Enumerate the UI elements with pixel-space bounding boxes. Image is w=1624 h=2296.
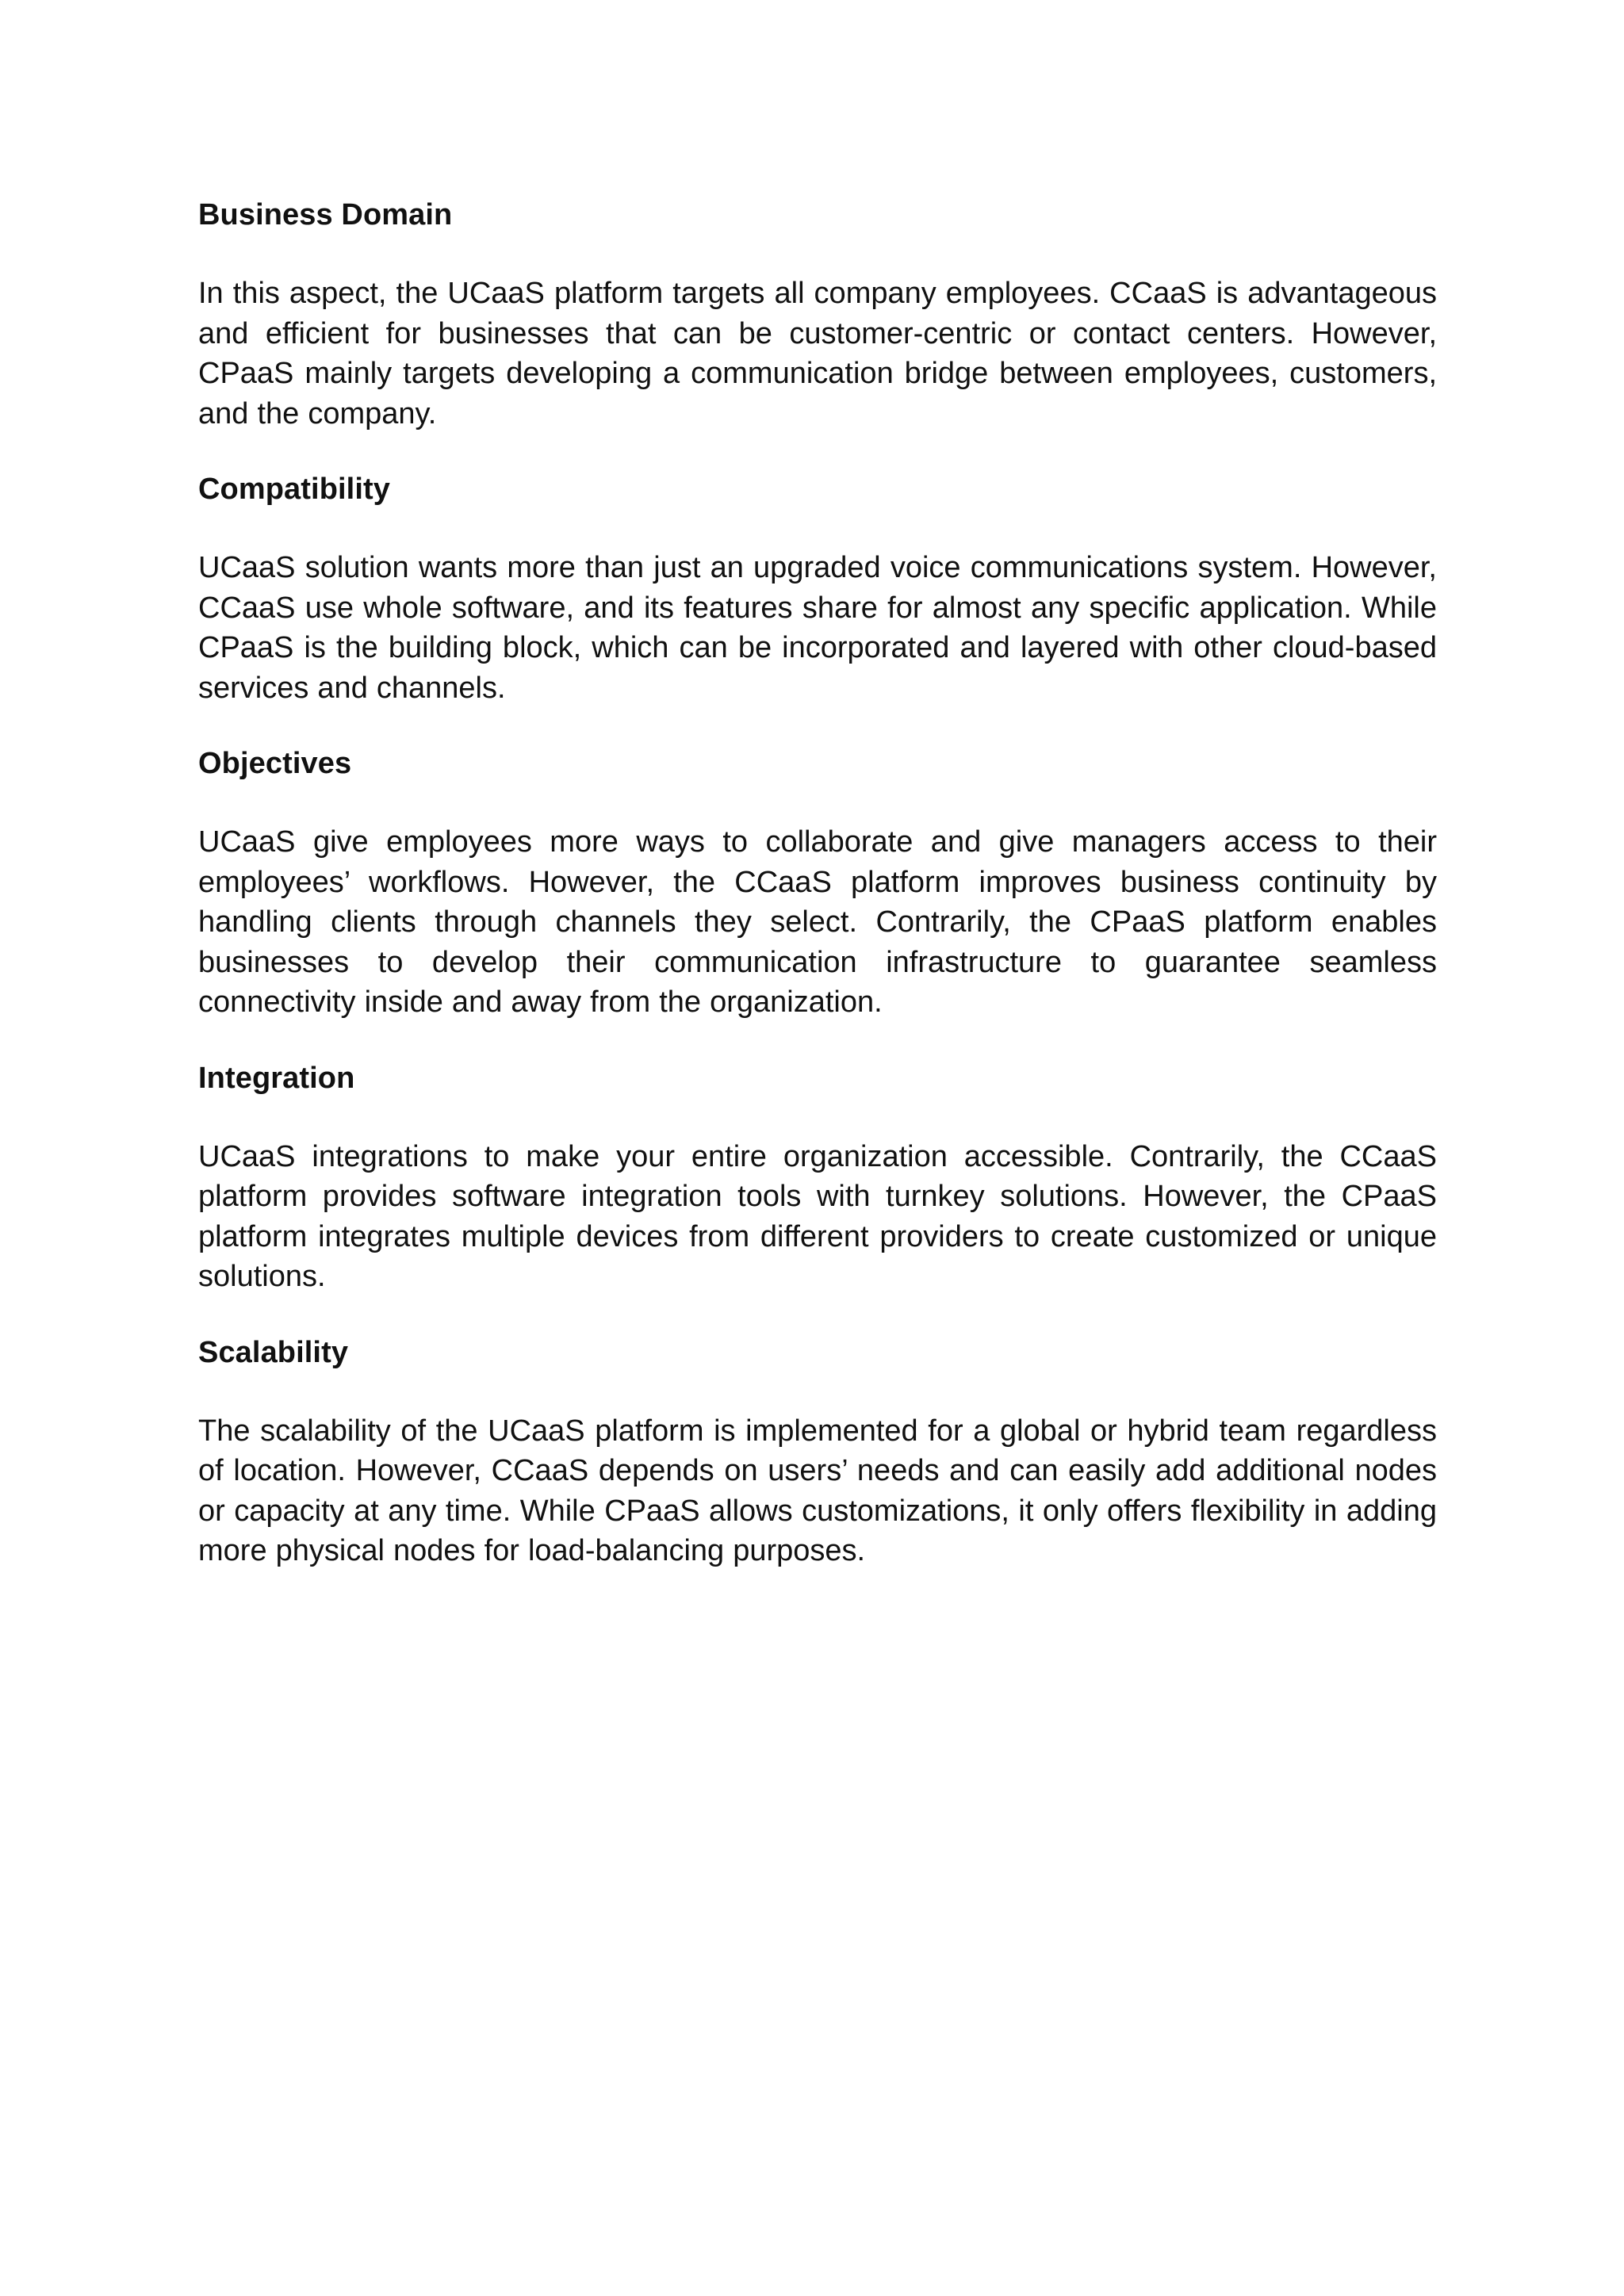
section-paragraph: UCaaS give employees more ways to collaborate and give managers access to their employees’ workflows. However, the CCaaS platform improves business continuity by handling clients through channels they select. Contrarily, the CPaaS platform enables businesses to develop their communication infrastructure to guarantee seamless connectivity inside and away from the organization. bbox=[198, 825, 1437, 1019]
section-integration bbox=[198, 1058, 1437, 1297]
section-heading: Integration bbox=[198, 1061, 355, 1095]
document-content bbox=[198, 195, 1437, 1607]
section-heading: Compatibility bbox=[198, 473, 390, 506]
section-objectives bbox=[198, 744, 1437, 1023]
section-paragraph: The scalability of the UCaaS platform is implemented for a global or hybrid team regardless of location. However, CCaaS depends on users’ needs and can easily add additional nodes or capacity at any time. While CPaaS allows customizations, it only offers flexibility in adding more physical nodes for load-balancing purposes. bbox=[198, 1414, 1437, 1567]
section-compatibility bbox=[198, 469, 1437, 708]
section-heading: Objectives bbox=[198, 747, 352, 780]
section-heading: Business Domain bbox=[198, 198, 453, 232]
section-heading: Scalability bbox=[198, 1335, 349, 1369]
section-paragraph: UCaaS solution wants more than just an upgraded voice communications system. However, CCaaS use whole software, and its features share for almost any specific application. While CPaaS is the building block, which can be incorporated and layered with other cloud-based services and channels. bbox=[198, 551, 1437, 705]
section-paragraph: In this aspect, the UCaaS platform targets all company employees. CCaaS is advantageous and efficient for businesses that can be customer-centric or contact centers. However, CPaaS mainly targets developing a communication bridge between employees, customers, and the company. bbox=[198, 277, 1437, 430]
section-paragraph: UCaaS integrations to make your entire organization accessible. Contrarily, the CCaaS platform provides software integration tools with turnkey solutions. However, the CPaaS platform integrates multiple devices from different providers to create customized or unique solutions. bbox=[198, 1139, 1437, 1293]
section-business-domain bbox=[198, 195, 1437, 434]
section-scalability bbox=[198, 1333, 1437, 1571]
